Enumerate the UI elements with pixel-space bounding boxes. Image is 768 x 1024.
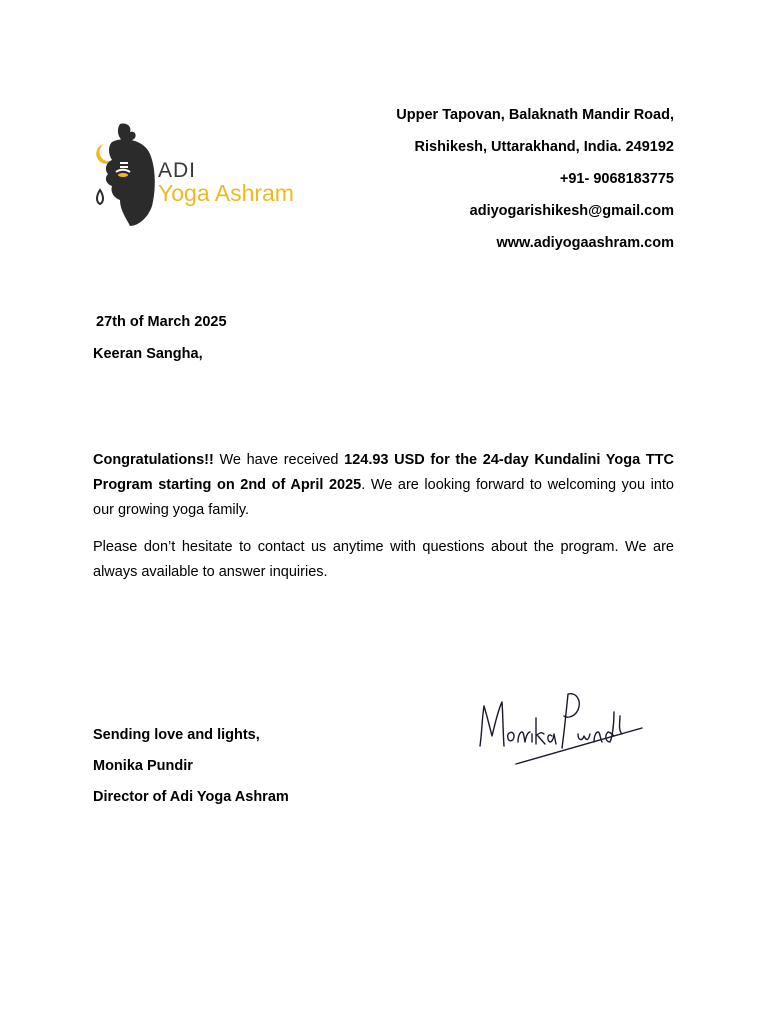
letter-closing bbox=[93, 726, 289, 807]
congrats-text: Congratulations!! bbox=[93, 452, 214, 468]
letterhead-address bbox=[374, 106, 674, 253]
letter-date: 27th of March 2025 bbox=[96, 314, 227, 330]
letter-body bbox=[93, 448, 674, 597]
address-website: www.adiyogaashram.com bbox=[496, 235, 674, 251]
signer-name: Monika Pundir bbox=[93, 758, 193, 774]
closing-line: Sending love and lights, bbox=[93, 727, 260, 743]
address-city: Rishikesh, Uttarakhand, India. 249192 bbox=[414, 139, 674, 155]
address-email: adiyogarishikesh@gmail.com bbox=[469, 203, 674, 219]
logo bbox=[90, 120, 330, 230]
received-text: We have received bbox=[213, 452, 345, 468]
body-paragraph-2: Please don’t hesitate to contact us anytime with questions about the program. We are always available to answer inquiries. bbox=[93, 539, 674, 580]
letter-salutation: Keeran Sangha, bbox=[93, 346, 203, 362]
handwritten-signature bbox=[470, 682, 650, 772]
address-phone: +91- 9068183775 bbox=[559, 171, 674, 187]
payment-details: 124.93 USD for the 24-day Kundalini Yoga TTC Program starting on 2nd of April 2025 bbox=[93, 452, 674, 493]
logo-adi-text: ADI bbox=[158, 159, 197, 182]
logo-yoga-ashram-text: Yoga Ashram bbox=[158, 180, 294, 206]
signer-title: Director of Adi Yoga Ashram bbox=[93, 789, 289, 805]
welcome-text: . We are looking forward to welcoming you into our growing yoga family. bbox=[93, 477, 674, 518]
shiva-face-icon bbox=[90, 120, 160, 230]
address-street: Upper Tapovan, Balaknath Mandir Road, bbox=[396, 107, 674, 123]
body-paragraph-1 bbox=[93, 448, 674, 523]
